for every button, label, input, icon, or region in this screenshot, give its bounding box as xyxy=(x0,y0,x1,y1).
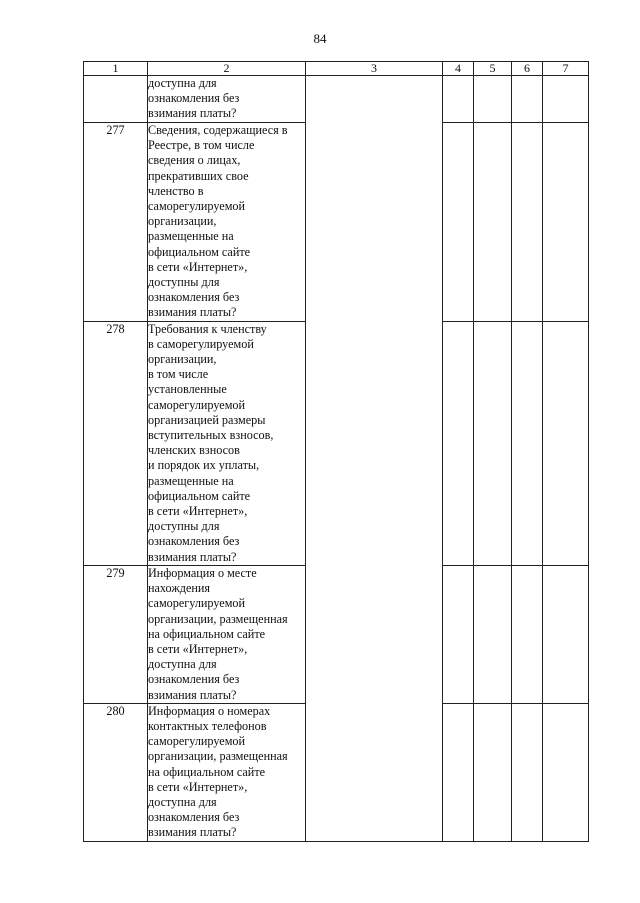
question-line: саморегулируемой xyxy=(148,397,246,412)
question-line: членство в xyxy=(148,183,204,198)
question-line: в сети «Интернет», xyxy=(148,259,248,274)
column-4-cell xyxy=(443,565,474,703)
checklist-table xyxy=(83,61,589,842)
header-row xyxy=(84,62,589,76)
question-line: сведения о лицах, xyxy=(148,153,241,168)
question-line: взимания платы? xyxy=(148,305,237,320)
column-5-cell xyxy=(474,321,512,565)
column-7-cell xyxy=(543,76,589,123)
question-line: ознакомления без xyxy=(148,672,240,687)
question-line: размещенные на xyxy=(148,473,234,488)
question-line: членских взносов xyxy=(148,443,240,458)
column-6-cell xyxy=(512,565,543,703)
question-line: организацией размеры xyxy=(148,412,266,427)
page-number: 84 xyxy=(313,31,327,46)
column-6-cell xyxy=(512,321,543,565)
column-6-cell xyxy=(512,76,543,123)
question-line: Реестре, в том числе xyxy=(148,138,255,153)
column-5-cell xyxy=(474,123,512,322)
question-line: организации, размещенная xyxy=(148,749,288,764)
row-number: 278 xyxy=(84,321,148,565)
question-line: организации, xyxy=(148,352,217,367)
question-text xyxy=(148,565,306,703)
question-line: ознакомления без xyxy=(148,290,240,305)
column-4-cell xyxy=(443,321,474,565)
question-line: взимания платы? xyxy=(148,825,237,840)
row-number: 280 xyxy=(84,703,148,841)
question-line: официальном сайте xyxy=(148,488,251,503)
question-line: доступна для xyxy=(148,76,217,90)
question-line: Требования к членству xyxy=(148,321,267,336)
question-text xyxy=(148,76,306,123)
header-col-5: 5 xyxy=(474,62,512,76)
question-line: в сети «Интернет», xyxy=(148,779,248,794)
question-line: официальном сайте xyxy=(148,244,251,259)
question-line: саморегулируемой xyxy=(148,734,246,749)
question-line: в саморегулируемой xyxy=(148,336,254,351)
question-line: в сети «Интернет», xyxy=(148,641,248,656)
question-line: взимания платы? xyxy=(148,549,237,564)
column-7-cell xyxy=(543,703,589,841)
column-7-cell xyxy=(543,565,589,703)
question-line: на официальном сайте xyxy=(148,626,266,641)
question-line: ознакомления без xyxy=(148,534,240,549)
header-col-4: 4 xyxy=(443,62,474,76)
question-line: установленные xyxy=(148,382,227,397)
table-row xyxy=(84,76,589,123)
question-line: организации, xyxy=(148,214,217,229)
question-line: прекративших свое xyxy=(148,168,249,183)
column-7-cell xyxy=(543,321,589,565)
question-line: Информация о месте xyxy=(148,565,257,580)
question-text xyxy=(148,703,306,841)
question-line: доступны для xyxy=(148,519,220,534)
column-5-cell xyxy=(474,703,512,841)
column-7-cell xyxy=(543,123,589,322)
question-line: саморегулируемой xyxy=(148,596,246,611)
row-number: 279 xyxy=(84,565,148,703)
column-4-cell xyxy=(443,703,474,841)
column-4-cell xyxy=(443,76,474,123)
question-line: взимания платы? xyxy=(148,687,237,702)
question-line: ознакомления без xyxy=(148,810,240,825)
question-line: размещенные на xyxy=(148,229,234,244)
question-line: на официальном сайте xyxy=(148,764,266,779)
header-col-7: 7 xyxy=(543,62,589,76)
question-line: доступна для xyxy=(148,794,217,809)
question-line: и порядок их уплаты, xyxy=(148,458,260,473)
question-line: ознакомления без xyxy=(148,91,240,106)
column-6-cell xyxy=(512,123,543,322)
column-6-cell xyxy=(512,703,543,841)
question-line: вступительных взносов, xyxy=(148,428,274,443)
header-col-3: 3 xyxy=(306,62,443,76)
column-3-cell xyxy=(306,76,443,842)
header-col-2: 2 xyxy=(148,62,306,76)
question-line: организации, размещенная xyxy=(148,611,288,626)
row-number xyxy=(84,76,148,123)
column-4-cell xyxy=(443,123,474,322)
question-line: контактных телефонов xyxy=(148,718,267,733)
question-line: в сети «Интернет», xyxy=(148,504,248,519)
question-line: взимания платы? xyxy=(148,106,237,121)
question-line: в том числе xyxy=(148,367,209,382)
header-col-6: 6 xyxy=(512,62,543,76)
question-text xyxy=(148,321,306,565)
column-5-cell xyxy=(474,565,512,703)
question-line: Сведения, содержащиеся в xyxy=(148,123,288,137)
question-line: доступны для xyxy=(148,275,220,290)
row-number: 277 xyxy=(84,123,148,322)
question-line: саморегулируемой xyxy=(148,199,246,214)
question-line: нахождения xyxy=(148,581,211,596)
question-line: Информация о номерах xyxy=(148,703,271,718)
column-5-cell xyxy=(474,76,512,123)
question-text xyxy=(148,123,306,322)
question-line: доступна для xyxy=(148,657,217,672)
header-col-1: 1 xyxy=(84,62,148,76)
